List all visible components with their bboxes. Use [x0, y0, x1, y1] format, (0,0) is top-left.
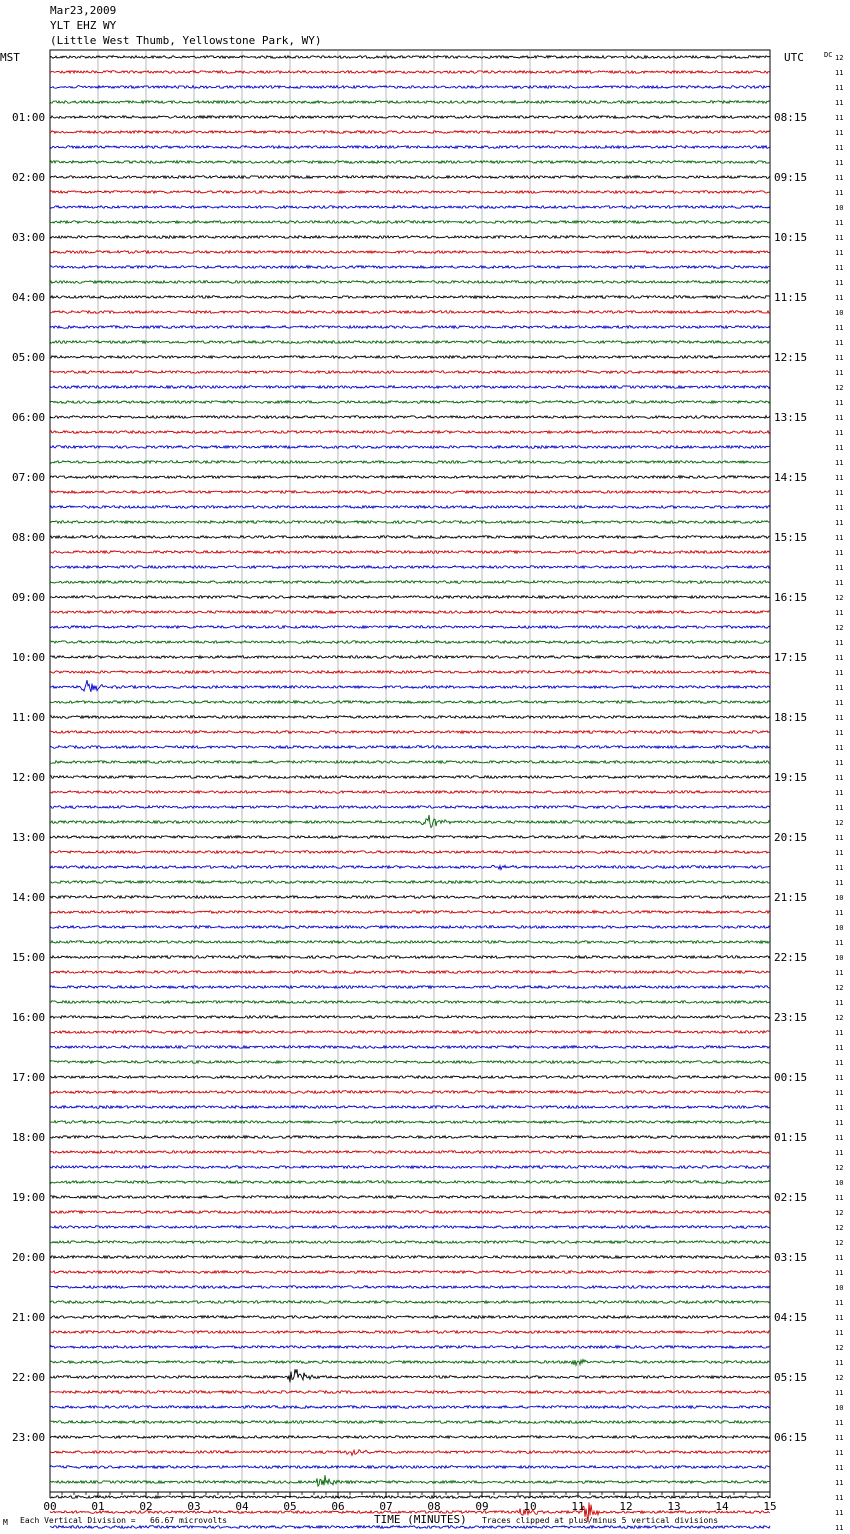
- trace-line: [50, 926, 770, 929]
- trace-line: [50, 356, 770, 359]
- dc-offset-value: 12: [835, 819, 844, 827]
- dc-offset-value: 11: [835, 279, 844, 287]
- trace-line: [50, 806, 770, 809]
- trace-line: [50, 221, 770, 224]
- dc-offset-value: 11: [835, 354, 844, 362]
- utc-hour-label: 22:15: [774, 951, 808, 964]
- trace-line: [50, 1421, 770, 1424]
- dc-offset-value: 10: [835, 309, 844, 317]
- trace-line: [50, 1091, 770, 1094]
- trace-line: [50, 206, 770, 209]
- mst-hour-label: 16:00: [12, 1011, 46, 1024]
- trace-line: [50, 596, 770, 599]
- dc-offset-value: 11: [835, 864, 844, 872]
- trace-line: [50, 1076, 770, 1079]
- trace-line: [50, 1151, 770, 1154]
- dc-offset-value: 10: [835, 924, 844, 932]
- utc-hour-label: 00:15: [774, 1071, 808, 1084]
- mst-axis-title: MST: [0, 51, 20, 64]
- trace-line: [50, 776, 770, 779]
- dc-column-title: DC: [824, 51, 833, 59]
- trace-line: [50, 1475, 770, 1486]
- trace-line: [50, 506, 770, 509]
- dc-offset-value: 12: [835, 594, 844, 602]
- x-tick-label: 01: [91, 1500, 105, 1513]
- trace-line: [50, 986, 770, 989]
- mst-hour-labels: [0, 51, 45, 1444]
- trace-line: [50, 1016, 770, 1019]
- dc-offset-value: 12: [835, 1224, 844, 1232]
- x-tick-label: 09: [475, 1500, 489, 1513]
- x-tick-label: 00: [43, 1500, 57, 1513]
- dc-offset-value: 10: [835, 954, 844, 962]
- trace-line: [50, 116, 770, 119]
- mst-hour-label: 10:00: [12, 651, 46, 664]
- dc-offset-value: 10: [835, 894, 844, 902]
- trace-line: [50, 1369, 770, 1382]
- mst-hour-label: 14:00: [12, 891, 46, 904]
- trace-line: [50, 101, 770, 104]
- dc-offset-value: 11: [835, 849, 844, 857]
- dc-offset-value: 12: [835, 1014, 844, 1022]
- dc-offset-value: 11: [835, 699, 844, 707]
- trace-line: [50, 956, 770, 959]
- seismic-traces: [50, 56, 770, 1534]
- x-tick-label: 04: [235, 1500, 249, 1513]
- dc-offset-value: 11: [835, 1269, 844, 1277]
- trace-line: [50, 1121, 770, 1124]
- trace-line: [50, 521, 770, 524]
- dc-offset-value: 11: [835, 744, 844, 752]
- trace-line: [50, 1391, 770, 1394]
- utc-hour-label: 20:15: [774, 831, 808, 844]
- trace-line: [50, 1450, 770, 1456]
- dc-offset-value: 11: [835, 1464, 844, 1472]
- dc-offset-value: 10: [835, 1284, 844, 1292]
- station-location: (Little West Thumb, Yellowstone Park, WY): [50, 34, 322, 47]
- trace-line: [50, 1106, 770, 1109]
- trace-line: [50, 611, 770, 614]
- dc-offset-value: 11: [835, 609, 844, 617]
- utc-hour-label: 16:15: [774, 591, 808, 604]
- trace-line: [50, 881, 770, 884]
- dc-offset-value: 11: [835, 489, 844, 497]
- trace-line: [50, 746, 770, 749]
- trace-line: [50, 1211, 770, 1214]
- utc-hour-label: 11:15: [774, 291, 808, 304]
- mst-hour-label: 23:00: [12, 1431, 46, 1444]
- dc-offset-value: 11: [835, 474, 844, 482]
- trace-line: [50, 266, 770, 269]
- trace-line: [50, 671, 770, 674]
- x-tick-label: 10: [523, 1500, 537, 1513]
- dc-offset-value: 11: [835, 219, 844, 227]
- dc-offset-value: 12: [835, 1344, 844, 1352]
- trace-line: [50, 971, 770, 974]
- trace-line: [50, 716, 770, 719]
- dc-offset-value: 11: [835, 519, 844, 527]
- trace-line: [50, 71, 770, 74]
- dc-offset-value: 12: [835, 1164, 844, 1172]
- x-tick-label: 12: [619, 1500, 633, 1513]
- trace-line: [50, 176, 770, 179]
- dc-offset-value: 11: [835, 834, 844, 842]
- trace-line: [50, 476, 770, 479]
- dc-offset-value: 11: [835, 1449, 844, 1457]
- dc-offset-value: 11: [835, 1104, 844, 1112]
- utc-hour-label: 04:15: [774, 1311, 808, 1324]
- x-tick-label: 15: [763, 1500, 777, 1513]
- trace-line: [50, 1301, 770, 1304]
- station-code: YLT EHZ WY: [50, 19, 117, 32]
- trace-line: [50, 1241, 770, 1244]
- dc-offset-value: 11: [835, 249, 844, 257]
- dc-offset-value: 11: [835, 879, 844, 887]
- mst-hour-label: 21:00: [12, 1311, 46, 1324]
- dc-offset-value: 11: [835, 774, 844, 782]
- dc-offset-value: 11: [835, 369, 844, 377]
- utc-hour-label: 12:15: [774, 351, 808, 364]
- trace-line: [50, 815, 770, 828]
- trace-line: [50, 1526, 770, 1529]
- mst-hour-label: 15:00: [12, 951, 46, 964]
- dc-offset-value: 12: [835, 1374, 844, 1382]
- mst-hour-label: 17:00: [12, 1071, 46, 1084]
- dc-offset-value: 11: [835, 189, 844, 197]
- trace-line: [50, 86, 770, 89]
- dc-offset-value: 11: [835, 1089, 844, 1097]
- x-tick-label: 08: [427, 1500, 441, 1513]
- dc-offset-value: 12: [835, 1209, 844, 1217]
- trace-line: [50, 941, 770, 944]
- dc-offset-value: 11: [835, 1494, 844, 1502]
- dc-offset-value: 11: [835, 1254, 844, 1262]
- utc-hour-label: 14:15: [774, 471, 808, 484]
- utc-hour-label: 17:15: [774, 651, 808, 664]
- dc-offset-value: 11: [835, 1194, 844, 1202]
- mst-hour-label: 02:00: [12, 171, 46, 184]
- trace-line: [50, 311, 770, 314]
- dc-offset-value: 12: [835, 54, 844, 62]
- trace-line: [50, 865, 770, 869]
- trace-line: [50, 131, 770, 134]
- utc-hour-label: 02:15: [774, 1191, 808, 1204]
- trace-line: [50, 1360, 770, 1366]
- trace-line: [50, 566, 770, 569]
- corner-mark: M: [3, 1518, 8, 1527]
- trace-line: [50, 1256, 770, 1259]
- dc-offset-value: 11: [835, 639, 844, 647]
- dc-offset-value: 11: [835, 1059, 844, 1067]
- dc-offset-value: 11: [835, 1419, 844, 1427]
- utc-hour-label: 21:15: [774, 891, 808, 904]
- dc-offset-value: 11: [835, 504, 844, 512]
- dc-offset-value: 10: [835, 204, 844, 212]
- trace-line: [50, 341, 770, 344]
- dc-offset-value: 10: [835, 1404, 844, 1412]
- trace-line: [50, 896, 770, 899]
- dc-offset-value: 11: [835, 99, 844, 107]
- dc-offset-value: 11: [835, 159, 844, 167]
- dc-offset-value: 12: [835, 1239, 844, 1247]
- dc-offset-value: 11: [835, 789, 844, 797]
- dc-offset-value: 11: [835, 1119, 844, 1127]
- trace-line: [50, 1001, 770, 1004]
- dc-offset-value: 11: [835, 1359, 844, 1367]
- trace-line: [50, 461, 770, 464]
- trace-line: [50, 911, 770, 914]
- trace-line: [50, 371, 770, 374]
- dc-offset-value: 11: [835, 999, 844, 1007]
- trace-line: [50, 1406, 770, 1409]
- dc-offset-value: 11: [835, 429, 844, 437]
- trace-line: [50, 1046, 770, 1049]
- trace-line: [50, 551, 770, 554]
- mst-hour-label: 05:00: [12, 351, 46, 364]
- mst-hour-label: 19:00: [12, 1191, 46, 1204]
- trace-line: [50, 296, 770, 299]
- trace-line: [50, 236, 770, 239]
- trace-line: [50, 1181, 770, 1184]
- dc-offset-value: 11: [835, 444, 844, 452]
- dc-offset-value: 11: [835, 144, 844, 152]
- dc-offset-value: 11: [835, 939, 844, 947]
- mst-hour-label: 06:00: [12, 411, 46, 424]
- clip-note: Traces clipped at plus/minus 5 vertical divisions: [482, 1516, 719, 1525]
- utc-hour-labels: [774, 51, 807, 1444]
- trace-line: [50, 161, 770, 164]
- dc-offset-value: 11: [835, 669, 844, 677]
- dc-offset-value: 11: [835, 804, 844, 812]
- dc-offset-value: 11: [835, 654, 844, 662]
- trace-line: [50, 326, 770, 329]
- dc-offset-value: 11: [835, 1329, 844, 1337]
- utc-hour-label: 23:15: [774, 1011, 808, 1024]
- trace-line: [50, 1466, 770, 1469]
- utc-hour-label: 15:15: [774, 531, 808, 544]
- trace-line: [50, 251, 770, 254]
- x-tick-label: 05: [283, 1500, 297, 1513]
- trace-line: [50, 1346, 770, 1349]
- dc-offset-value: 11: [835, 414, 844, 422]
- utc-hour-label: 18:15: [774, 711, 808, 724]
- dc-offset-value: 11: [835, 684, 844, 692]
- dc-offset-value: 11: [835, 399, 844, 407]
- dc-offset-value: 11: [835, 1299, 844, 1307]
- mst-hour-label: 01:00: [12, 111, 46, 124]
- mst-hour-label: 20:00: [12, 1251, 46, 1264]
- trace-line: [50, 431, 770, 434]
- utc-axis-title: UTC: [784, 51, 804, 64]
- x-tick-label: 14: [715, 1500, 729, 1513]
- dc-offset-value: 12: [835, 624, 844, 632]
- dc-offset-value: 11: [835, 1134, 844, 1142]
- mst-hour-label: 07:00: [12, 471, 46, 484]
- dc-offset-value: 11: [835, 714, 844, 722]
- trace-line: [50, 1331, 770, 1334]
- utc-hour-label: 01:15: [774, 1131, 808, 1144]
- dc-offset-value: 11: [835, 1314, 844, 1322]
- dc-offset-value: 11: [835, 579, 844, 587]
- mst-hour-label: 18:00: [12, 1131, 46, 1144]
- dc-offset-value: 11: [835, 1509, 844, 1517]
- dc-offset-value: 11: [835, 549, 844, 557]
- trace-line: [50, 491, 770, 494]
- mst-hour-label: 08:00: [12, 531, 46, 544]
- dc-offset-value: 11: [835, 1479, 844, 1487]
- trace-line: [50, 1136, 770, 1139]
- dc-offset-value: 11: [835, 114, 844, 122]
- trace-line: [50, 851, 770, 854]
- trace-line: [50, 281, 770, 284]
- utc-hour-label: 10:15: [774, 231, 808, 244]
- mst-hour-label: 09:00: [12, 591, 46, 604]
- x-tick-label: 07: [379, 1500, 393, 1513]
- mst-hour-label: 12:00: [12, 771, 46, 784]
- utc-hour-label: 03:15: [774, 1251, 808, 1264]
- dc-offset-value: 11: [835, 759, 844, 767]
- dc-offset-value: 11: [835, 729, 844, 737]
- dc-offset-value: 11: [835, 969, 844, 977]
- dc-offset-value: 11: [835, 174, 844, 182]
- dc-offset-value: 10: [835, 1179, 844, 1187]
- trace-line: [50, 1286, 770, 1289]
- mst-hour-label: 11:00: [12, 711, 46, 724]
- dc-offset-value: 12: [835, 984, 844, 992]
- trace-line: [50, 1271, 770, 1274]
- trace-line: [50, 536, 770, 539]
- dc-offset-value: 11: [835, 1434, 844, 1442]
- trace-line: [50, 1031, 770, 1034]
- trace-line: [50, 446, 770, 449]
- mst-hour-label: 22:00: [12, 1371, 46, 1384]
- dc-offset-value: 11: [835, 294, 844, 302]
- x-tick-label: 13: [667, 1500, 681, 1513]
- dc-offset-value: 11: [835, 324, 844, 332]
- trace-line: [50, 791, 770, 794]
- trace-line: [50, 1316, 770, 1319]
- dc-offset-value: 11: [835, 234, 844, 242]
- trace-line: [50, 401, 770, 404]
- utc-hour-label: 05:15: [774, 1371, 808, 1384]
- utc-hour-label: 13:15: [774, 411, 808, 424]
- trace-line: [50, 836, 770, 839]
- dc-offset-value: 12: [835, 384, 844, 392]
- dc-offset-labels: [824, 51, 843, 1534]
- utc-hour-label: 09:15: [774, 171, 808, 184]
- dc-offset-value: 11: [835, 1074, 844, 1082]
- x-axis-ticks: [43, 1492, 776, 1513]
- trace-line: [50, 701, 770, 704]
- dc-offset-value: 11: [835, 339, 844, 347]
- x-tick-label: 06: [331, 1500, 345, 1513]
- trace-line: [50, 386, 770, 389]
- trace-line: [50, 1226, 770, 1229]
- utc-hour-label: 06:15: [774, 1431, 808, 1444]
- trace-line: [50, 1061, 770, 1064]
- trace-line: [50, 680, 770, 692]
- dc-offset-value: 11: [835, 1029, 844, 1037]
- scale-note: Each Vertical Division = 66.67 microvolts: [20, 1516, 228, 1525]
- trace-line: [50, 581, 770, 584]
- mst-hour-label: 13:00: [12, 831, 46, 844]
- dc-offset-value: 11: [835, 534, 844, 542]
- utc-hour-label: 08:15: [774, 111, 808, 124]
- x-tick-label: 03: [187, 1500, 201, 1513]
- trace-line: [50, 1196, 770, 1199]
- dc-offset-value: 11: [835, 1389, 844, 1397]
- dc-offset-value: 11: [835, 1524, 844, 1532]
- trace-line: [50, 1166, 770, 1169]
- utc-hour-label: 19:15: [774, 771, 808, 784]
- x-tick-label: 11: [571, 1500, 585, 1513]
- x-tick-label: 02: [139, 1500, 153, 1513]
- x-axis-title: TIME (MINUTES): [374, 1513, 467, 1526]
- mst-hour-label: 04:00: [12, 291, 46, 304]
- trace-line: [50, 191, 770, 194]
- dc-offset-value: 11: [835, 84, 844, 92]
- dc-offset-value: 11: [835, 264, 844, 272]
- trace-line: [50, 56, 770, 59]
- mst-hour-label: 03:00: [12, 231, 46, 244]
- trace-line: [50, 1436, 770, 1439]
- dc-offset-value: 11: [835, 459, 844, 467]
- plot-date: Mar23,2009: [50, 4, 117, 17]
- trace-line: [50, 146, 770, 149]
- dc-offset-value: 11: [835, 1044, 844, 1052]
- trace-line: [50, 731, 770, 734]
- trace-line: [50, 641, 770, 644]
- trace-line: [50, 1496, 770, 1499]
- dc-offset-value: 11: [835, 129, 844, 137]
- dc-offset-value: 11: [835, 1149, 844, 1157]
- dc-offset-value: 11: [835, 69, 844, 77]
- dc-offset-value: 11: [835, 564, 844, 572]
- trace-line: [50, 626, 770, 629]
- trace-line: [50, 761, 770, 764]
- dc-offset-value: 11: [835, 909, 844, 917]
- trace-line: [50, 656, 770, 659]
- trace-line: [50, 416, 770, 419]
